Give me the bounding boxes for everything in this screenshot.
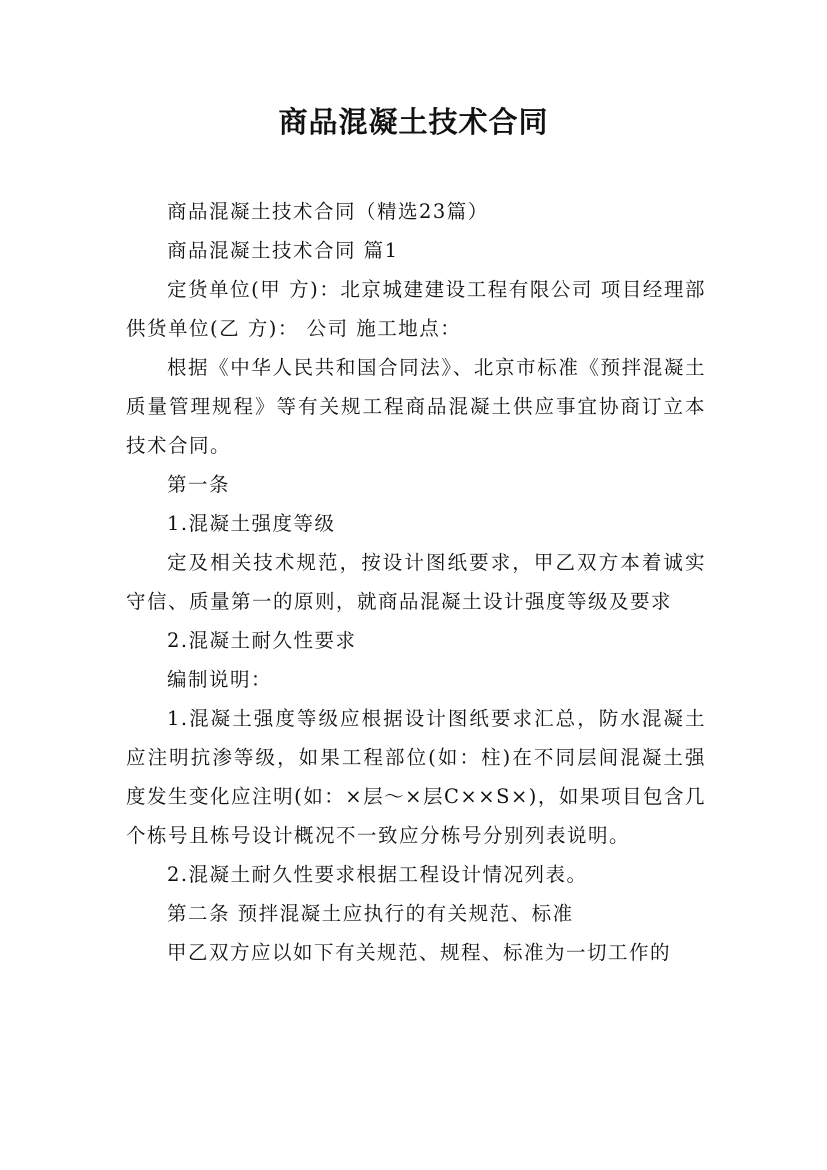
paragraph-note-1: 1.混凝土强度等级应根据设计图纸要求汇总，防水混凝土应注明抗渗等级，如果工程部位(如：柱)在不同层间混凝土强度发生变化应注明(如：×层～×层C××S×)，如果项目包含几个栋号且栋号设计概况不一致应分栋号分别列表说明。 — [126, 707, 706, 847]
paragraph-article-2: 第二条 预拌混凝土应执行的有关规范、标准 — [166, 902, 574, 925]
paragraph-strength-text: 定及相关技术规范，按设计图纸要求，甲乙双方本着诚实守信、质量第一的原则，就商品混凝土设计强度等级及要求 — [126, 551, 706, 613]
paragraph-basis: 根据《中华人民共和国合同法》、北京市标准《预拌混凝土质量管理规程》等有关规工程商品混凝土供应事宜协商订立本技术合同。 — [126, 356, 706, 457]
document-title: 商品混凝土技术合同 — [278, 105, 549, 139]
paragraph-notes-heading: 编制说明： — [166, 668, 272, 691]
paragraph-article-2-text: 甲乙双方应以如下有关规范、规程、标准为一切工作的 — [166, 941, 671, 964]
paragraph-parties: 定货单位(甲 方)：北京城建建设工程有限公司 项目经理部 供货单位(乙 方)： 公司 施工地点： — [126, 278, 706, 340]
paragraph-section-heading: 商品混凝土技术合同 篇1 — [166, 239, 399, 262]
paragraph-item-strength: 1.混凝土强度等级 — [166, 512, 336, 535]
paragraph-note-2: 2.混凝土耐久性要求根据工程设计情况列表。 — [166, 863, 588, 886]
document-body — [126, 192, 706, 972]
paragraph-item-durability: 2.混凝土耐久性要求 — [166, 629, 357, 652]
paragraph-article-1: 第一条 — [166, 473, 230, 496]
paragraph-subtitle: 商品混凝土技术合同（精选23篇） — [166, 200, 489, 223]
